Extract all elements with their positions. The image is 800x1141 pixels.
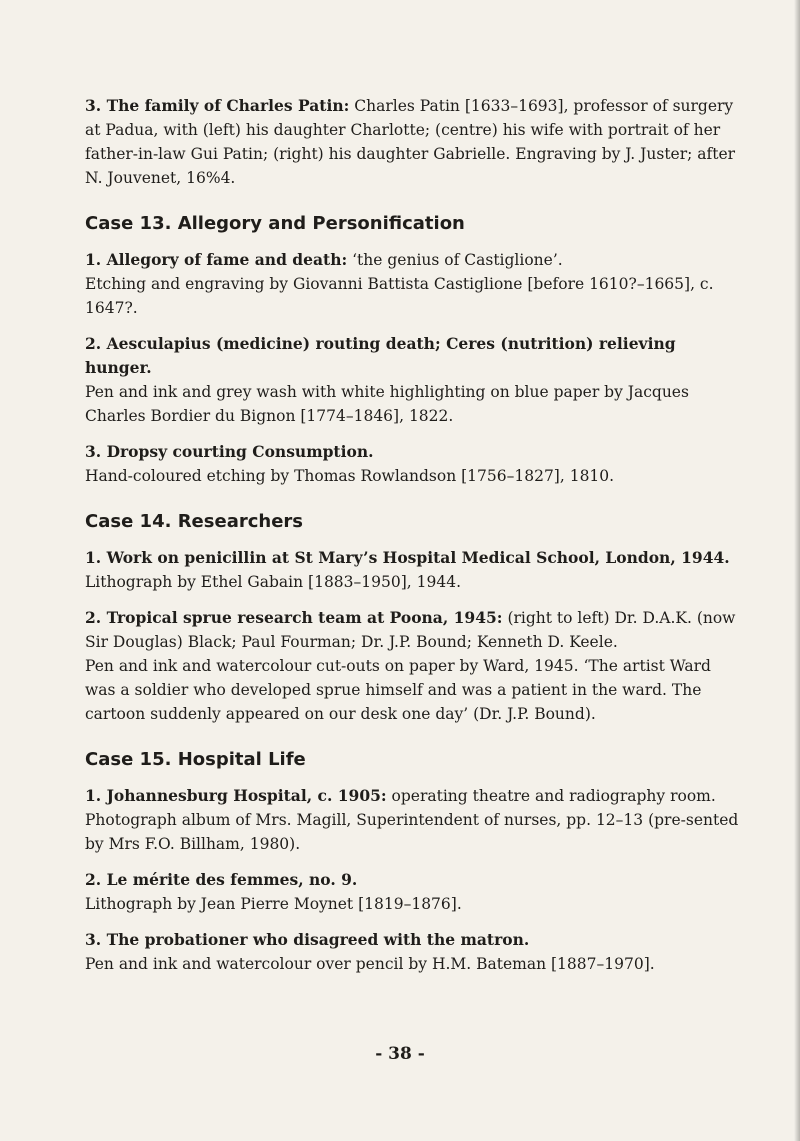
entry-title: 2. Le mérite des femmes, no. 9. bbox=[85, 870, 358, 889]
entry-body: Lithograph by Jean Pierre Moynet [1819–1876]. bbox=[85, 895, 462, 913]
entry-text: Charles Patin [1633–1693], professor of surgery at Padua, with (left) his daughter Charlotte; (centre) his wife with portrait of her father-in-law Gui Patin; (right) his daughter Gabrielle. Engraving by J. Juster; after N. Jouvenet, 16%4. bbox=[85, 97, 736, 187]
entry-title: 2. Tropical sprue research team at Poona, 1945: bbox=[85, 608, 503, 627]
case-14-entry-1 bbox=[85, 546, 740, 594]
entry-title: 1. Johannesburg Hospital, c. 1905: bbox=[85, 786, 387, 805]
case-15-entry-3 bbox=[85, 928, 740, 976]
case-15-heading: Case 15. Hospital Life bbox=[85, 749, 306, 770]
entry-body: Pen and ink and watercolour cut-outs on paper by Ward, 1945. ‘The artist Ward was a soldier who developed sprue himself and was a patient in the ward. The cartoon suddenly appeared on our desk one day’ (Dr. J.P. Bound). bbox=[85, 657, 711, 723]
entry-title-rest: (right to left) Dr. D.A.K. (now Sir Douglas) Black; Paul Fourman; Dr. J.P. Bound; Kenneth D. Keele. bbox=[85, 609, 736, 651]
case-15-entry-2 bbox=[85, 868, 740, 916]
case-14-heading: Case 14. Researchers bbox=[85, 511, 303, 532]
entry-title: 2. Aesculapius (medicine) routing death; Ceres (nutrition) relieving hunger. bbox=[85, 334, 676, 377]
case-13-entry-1 bbox=[85, 248, 740, 320]
entry-title: 3. The probationer who disagreed with the matron. bbox=[85, 930, 530, 949]
entry-body: Etching and engraving by Giovanni Battista Castiglione [before 1610?–1665], c. 1647?. bbox=[85, 275, 714, 317]
entry-title: 3. Dropsy courting Consumption. bbox=[85, 442, 374, 461]
entry-title-rest: operating theatre and radiography room. bbox=[386, 787, 716, 805]
case-13-entry-2 bbox=[85, 332, 740, 428]
entry-title-rest: ‘the genius of Castiglione’. bbox=[347, 251, 563, 269]
entry-body: Photograph album of Mrs. Magill, Superintendent of nurses, pp. 12–13 (pre-sented by Mrs F.O. Billham, 1980). bbox=[85, 811, 739, 853]
case-15-entry-1 bbox=[85, 784, 740, 856]
entry-title: 1. Allegory of fame and death: bbox=[85, 250, 348, 269]
entry-title: 3. The family of Charles Patin: bbox=[85, 96, 350, 115]
entry-charles-patin bbox=[85, 94, 740, 190]
entry-body: Hand-coloured etching by Thomas Rowlandson [1756–1827], 1810. bbox=[85, 467, 615, 485]
page-number: - 38 - bbox=[375, 1044, 425, 1064]
entry-title: 1. Work on penicillin at St Mary’s Hospital Medical School, London, 1944. bbox=[85, 548, 730, 567]
case-14-entry-2 bbox=[85, 606, 740, 726]
page-edge-shadow bbox=[794, 0, 800, 1141]
case-13-entry-3 bbox=[85, 440, 740, 488]
case-13-heading: Case 13. Allegory and Personification bbox=[85, 213, 465, 234]
entry-body: Pen and ink and grey wash with white highlighting on blue paper by Jacques Charles Bordier du Bignon [1774–1846], 1822. bbox=[85, 383, 689, 425]
entry-body: Lithograph by Ethel Gabain [1883–1950], 1944. bbox=[85, 573, 462, 591]
entry-body: Pen and ink and watercolour over pencil by H.M. Bateman [1887–1970]. bbox=[85, 955, 655, 973]
